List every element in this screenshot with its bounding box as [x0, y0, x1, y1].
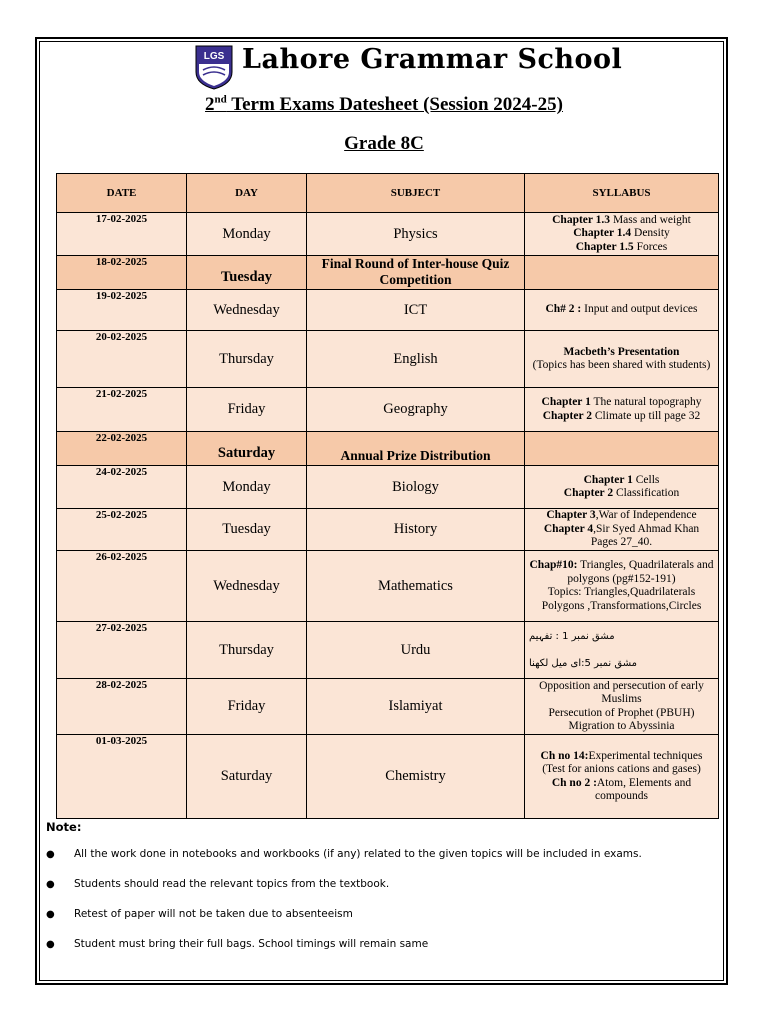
- syllabus-line: Chapter 4,Sir Syed Ahmad Khan: [543, 522, 700, 535]
- cell-day: Thursday: [187, 622, 307, 679]
- bullet-icon: ●: [46, 909, 55, 920]
- cell-date: 22-02-2025: [57, 432, 187, 466]
- cell-syllabus: [525, 622, 719, 679]
- cell-event: Final Round of Inter-house Quiz Competition: [307, 256, 525, 290]
- cell-day: Tuesday: [187, 256, 307, 290]
- cell-date: 01-03-2025: [57, 735, 187, 819]
- column-header-date: DATE: [57, 174, 187, 213]
- note-item: ● Student must bring their full bags. School timings will remain same: [46, 938, 429, 950]
- cell-date: 17-02-2025: [57, 213, 187, 256]
- syllabus-line: Topics: Triangles,Quadrilaterals Polygons ,Transformations,Circles: [541, 586, 702, 612]
- cell-subject: History: [307, 509, 525, 551]
- table-row: [57, 466, 719, 509]
- cell-day: Friday: [187, 388, 307, 432]
- exam-title: 2nd Term Exams Datesheet (Session 2024-25): [205, 94, 563, 116]
- syllabus-line: Ch# 2 : Input and output devices: [545, 303, 698, 316]
- syllabus-line: Chapter 1 The natural topography: [541, 396, 702, 408]
- cell-subject: Islamiyat: [307, 679, 525, 735]
- bullet-icon: ●: [46, 849, 55, 860]
- bullet-icon: ●: [46, 879, 55, 890]
- logo-text: LGS: [203, 51, 225, 62]
- syllabus-line: Chapter 2 Climate up till page 32: [542, 409, 701, 422]
- table-row: [57, 679, 719, 735]
- syllabus-line: Chapter 1.4 Density: [573, 227, 670, 240]
- cell-date: 20-02-2025: [57, 331, 187, 388]
- cell-day: Wednesday: [187, 290, 307, 331]
- cell-date: 19-02-2025: [57, 290, 187, 331]
- syllabus-line: Chapter 1.5 Forces: [575, 240, 668, 253]
- syllabus-line: Chap#10: Triangles, Quadrilaterals and polygons (pg#152-191): [529, 559, 714, 585]
- cell-syllabus: [525, 213, 719, 256]
- cell-subject: Chemistry: [307, 735, 525, 819]
- syllabus-line: Opposition and persecution of early Muslims: [539, 679, 704, 705]
- datesheet-table: [56, 173, 719, 819]
- column-header-syllabus: SYLLABUS: [525, 174, 719, 213]
- syllabus-line: Chapter 1.3 Mass and weight: [552, 213, 691, 226]
- note-item: ● All the work done in notebooks and workbooks (if any) related to the given topics will be included in exams.: [46, 848, 642, 860]
- cell-subject: Mathematics: [307, 551, 525, 622]
- table-row: [57, 432, 719, 466]
- cell-date: 21-02-2025: [57, 388, 187, 432]
- grade-title: Grade 8C: [344, 133, 424, 154]
- table-row: [57, 551, 719, 622]
- table-row: [57, 256, 719, 290]
- cell-syllabus: [525, 331, 719, 388]
- cell-event: Annual Prize Distribution: [307, 432, 525, 466]
- column-header-day: DAY: [187, 174, 307, 213]
- bullet-icon: ●: [46, 939, 55, 950]
- syllabus-line: مشق نمبر 5:ای میل لکھنا: [529, 658, 637, 669]
- column-header-subject: SUBJECT: [307, 174, 525, 213]
- syllabus-line: (Topics has been shared with students): [532, 359, 711, 371]
- cell-day: Monday: [187, 466, 307, 509]
- table-row: [57, 331, 719, 388]
- syllabus-line: Macbeth’s Presentation: [563, 345, 680, 358]
- syllabus-line: مشق نمبر 1 : تفہیم: [529, 630, 615, 642]
- cell-syllabus: [525, 735, 719, 819]
- cell-date: 18-02-2025: [57, 256, 187, 290]
- table-header-row: [57, 174, 719, 213]
- cell-day: Monday: [187, 213, 307, 256]
- cell-day: Saturday: [187, 432, 307, 466]
- notes-heading: Note:: [46, 820, 82, 834]
- cell-day: Friday: [187, 679, 307, 735]
- cell-syllabus: [525, 256, 719, 290]
- cell-day: Saturday: [187, 735, 307, 819]
- cell-subject: English: [307, 331, 525, 388]
- table-row: [57, 388, 719, 432]
- table-row: [57, 509, 719, 551]
- syllabus-line: Ch no 2 :Atom, Elements and compounds: [551, 776, 692, 802]
- note-item: ● Students should read the relevant topics from the textbook.: [46, 878, 390, 890]
- cell-date: 27-02-2025: [57, 622, 187, 679]
- syllabus-line: Chapter 2 Classification: [563, 487, 680, 499]
- syllabus-line: Migration to Abyssinia: [568, 720, 675, 732]
- syllabus-line: Pages 27_40.: [590, 536, 653, 549]
- cell-date: 28-02-2025: [57, 679, 187, 735]
- syllabus-line: Persecution of Prophet (PBUH): [548, 706, 695, 719]
- cell-day: Wednesday: [187, 551, 307, 622]
- school-logo-icon: [194, 44, 234, 90]
- syllabus-line: Chapter 1 Cells: [583, 473, 660, 486]
- table-row: [57, 213, 719, 256]
- cell-date: 25-02-2025: [57, 509, 187, 551]
- cell-day: Tuesday: [187, 509, 307, 551]
- cell-subject: Urdu: [307, 622, 525, 679]
- cell-syllabus: [525, 432, 719, 466]
- cell-day: Thursday: [187, 331, 307, 388]
- cell-subject: ICT: [307, 290, 525, 331]
- cell-syllabus: [525, 466, 719, 509]
- table-row: [57, 735, 719, 819]
- cell-syllabus: [525, 551, 719, 622]
- cell-syllabus: [525, 388, 719, 432]
- cell-subject: Biology: [307, 466, 525, 509]
- notes-section: [46, 820, 736, 968]
- syllabus-line: Ch no 14:Experimental techniques (Test for anions cations and gases): [540, 749, 703, 775]
- cell-subject: Physics: [307, 213, 525, 256]
- school-name: Lahore Grammar School: [242, 44, 623, 75]
- table-row: [57, 290, 719, 331]
- table-row: [57, 622, 719, 679]
- cell-syllabus: [525, 679, 719, 735]
- cell-syllabus: [525, 290, 719, 331]
- note-item: ● Retest of paper will not be taken due to absenteeism: [46, 908, 353, 920]
- cell-syllabus: [525, 509, 719, 551]
- cell-date: 24-02-2025: [57, 466, 187, 509]
- syllabus-line: Chapter 3,War of Independence: [546, 509, 697, 522]
- cell-date: 26-02-2025: [57, 551, 187, 622]
- cell-subject: Geography: [307, 388, 525, 432]
